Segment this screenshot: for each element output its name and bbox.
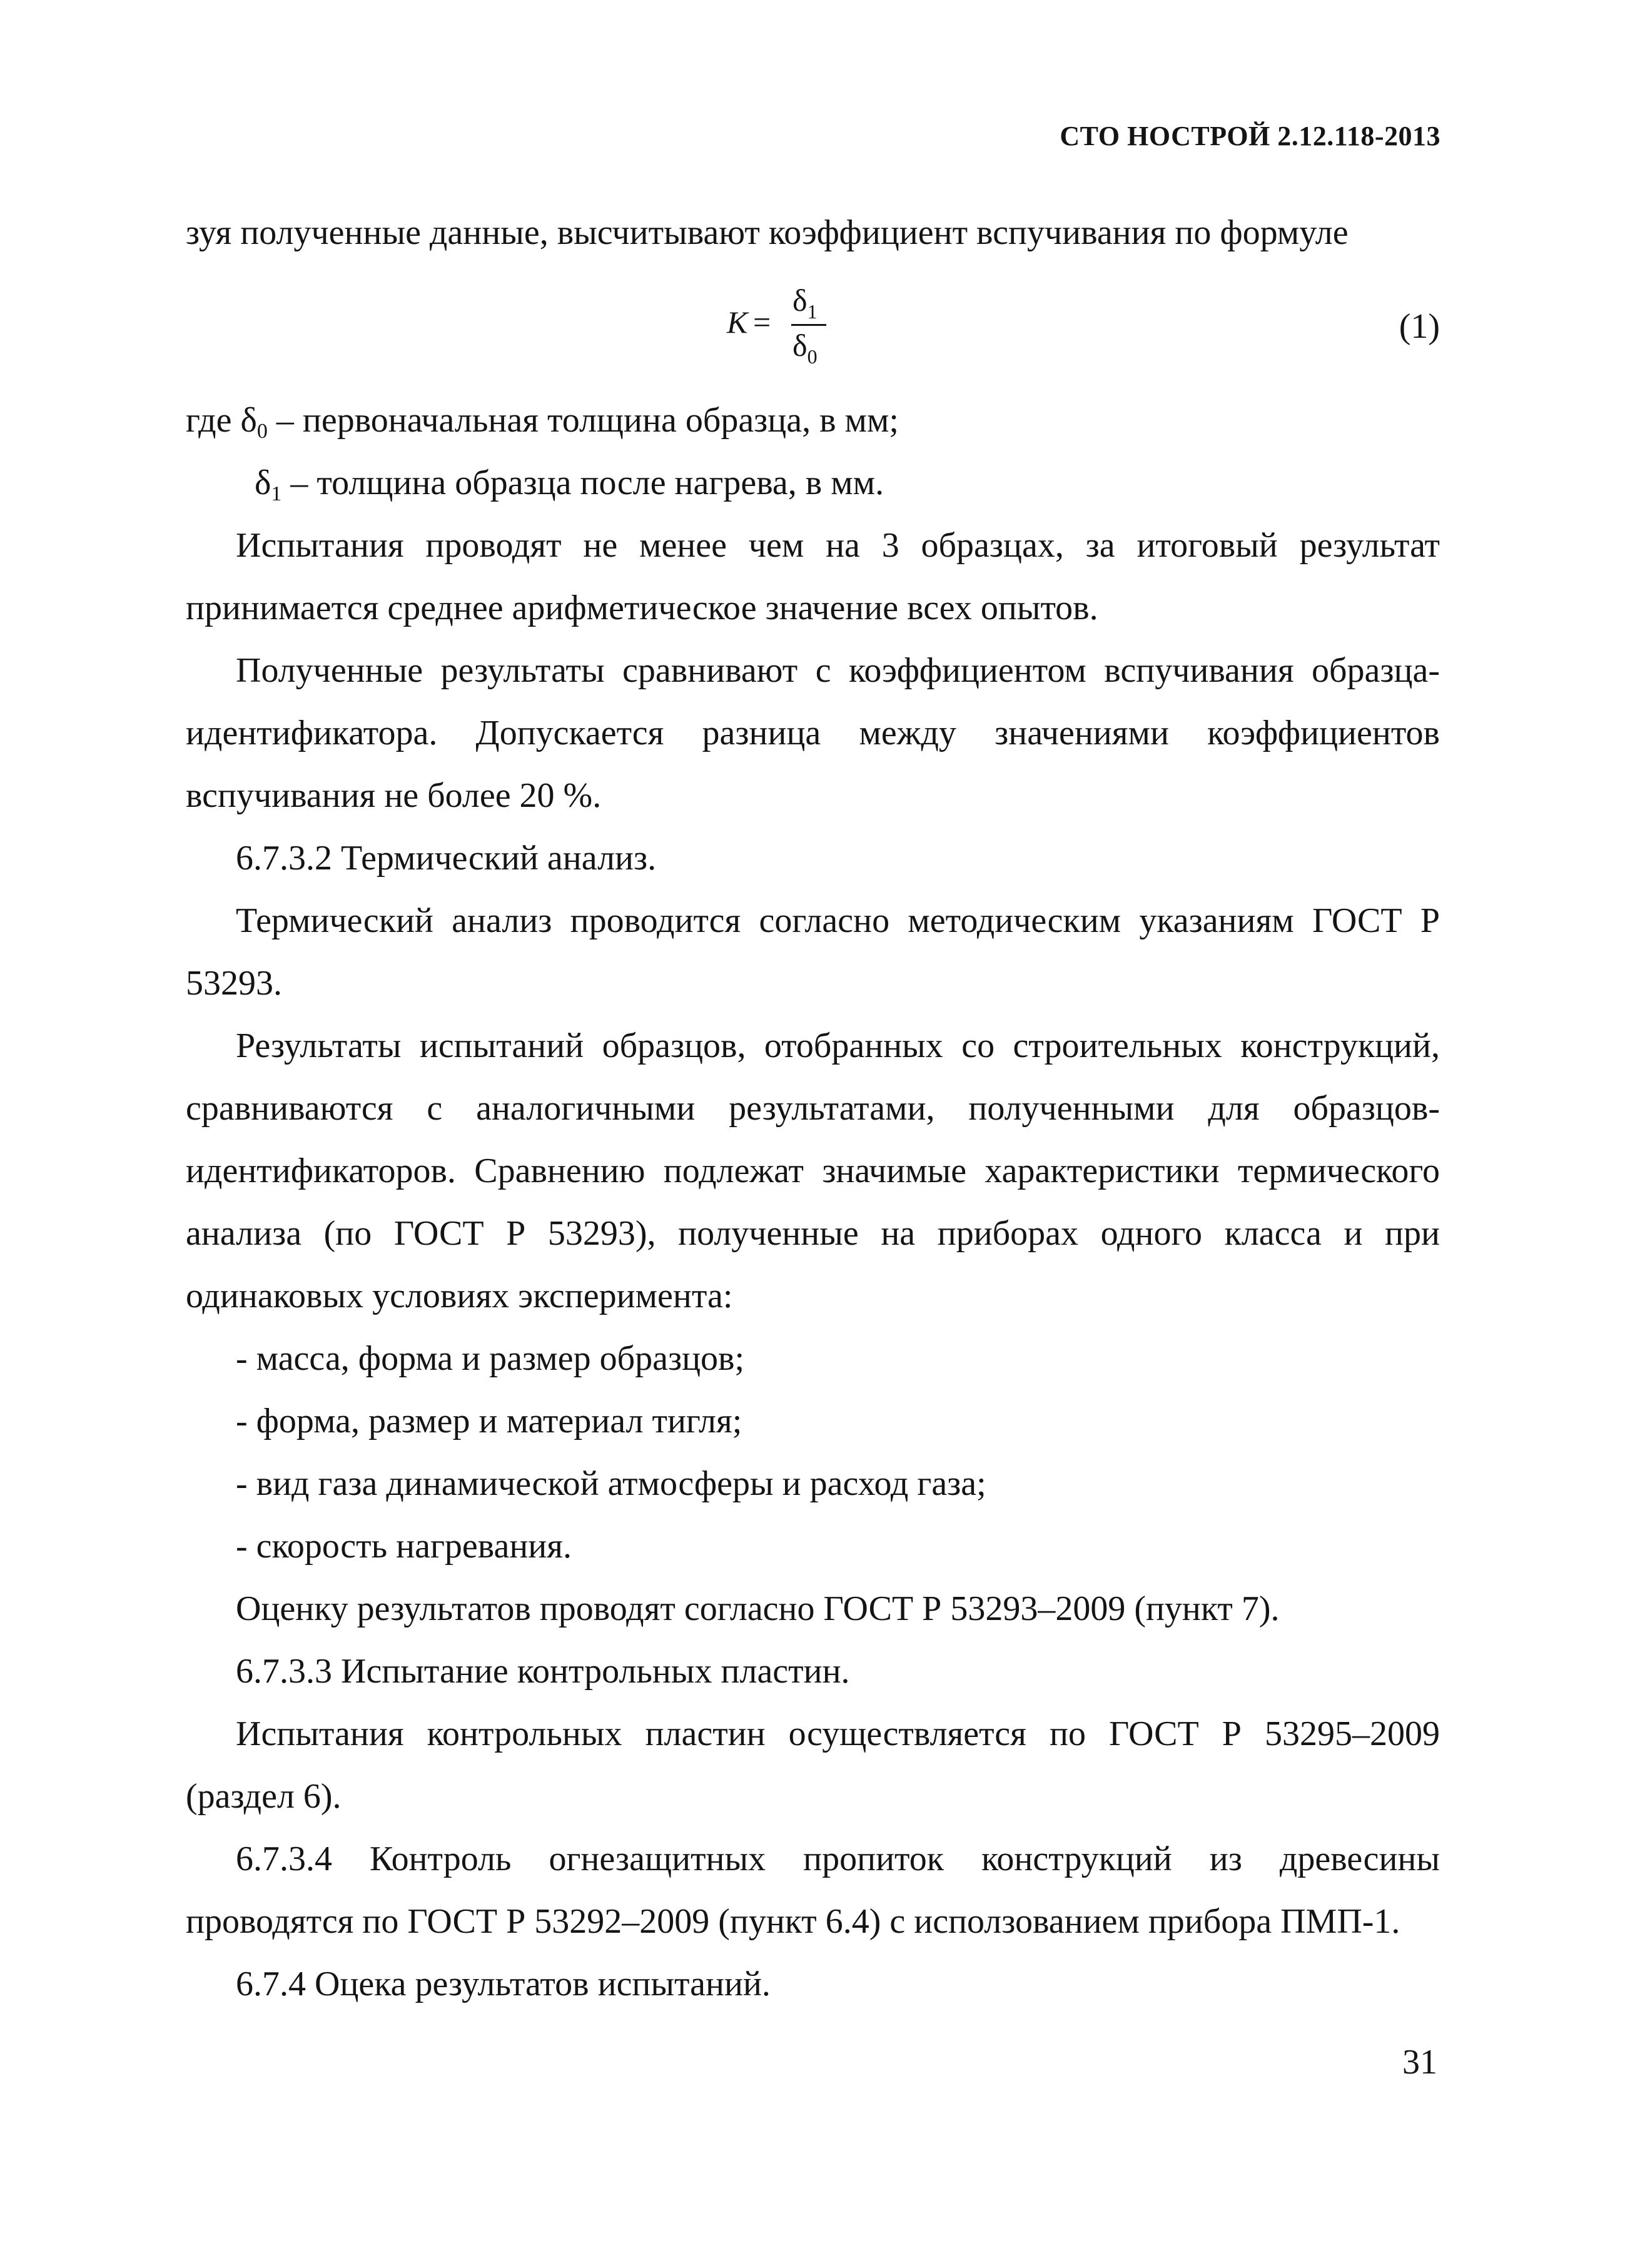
page-number: 31	[1402, 2043, 1437, 2082]
formula-equals: =	[753, 305, 771, 340]
paragraph-6-7-3-4: 6.7.3.4 Контроль огнезащитных пропиток конструкций из древесины проводятся по ГОСТ Р 53292–2009 (пункт 6.4) с исползованием прибора ПМП-1.	[186, 1840, 1440, 1941]
formula-denominator: $\delta_0$	[792, 328, 818, 368]
list-item: - вид газа динамической атмосферы и расход газа;	[236, 1464, 986, 1503]
fraction-bar	[791, 324, 826, 326]
formula-numerator: $\delta_1$	[792, 283, 818, 323]
formula-number: (1)	[1399, 307, 1440, 346]
definition-delta1: $\delta_1$ – толщина образца после нагрева, в мм.	[255, 463, 884, 505]
paragraph-comparison: Полученные результаты сравнивают с коэффициентом вспучивания образца-идентификатора. Допускается разница между значениями коэффициентов вспучивания не более 20 %.	[186, 651, 1440, 815]
paragraph-tests-count: Испытания проводят не менее чем на 3 образцах, за итоговый результат принимается среднее арифметическое значение всех опытов.	[186, 526, 1440, 627]
formula-intro: зуя полученные данные, высчитывают коэффициент вспучивания по формуле	[186, 213, 1349, 252]
list-item: - форма, размер и материал тигля;	[236, 1402, 742, 1440]
page-body	[186, 201, 1440, 2015]
paragraph-results-comparison: Результаты испытаний образцов, отобранных со строительных конструкций, сравниваются с аналогичными результатами, полученными для образцов-идентификаторов. Сравнению подлежат значимые характеристики термического анализа (по ГОСТ Р 53293), полученные на приборах одного класса и при одинаковых условиях эксперимента:	[186, 1026, 1440, 1315]
formula-lhs: K	[727, 305, 748, 340]
definition-delta0: где $\delta_0$ – первоначальная толщина образца, в мм;	[186, 401, 899, 443]
list-item: - скорость нагревания.	[236, 1527, 572, 1566]
formula-expression	[727, 281, 827, 369]
paragraph-thermal-analysis: Термический анализ проводится согласно методическим указаниям ГОСТ Р 53293.	[186, 901, 1440, 1003]
section-6-7-3-3-heading: 6.7.3.3 Испытание контрольных пластин.	[236, 1652, 850, 1691]
formula-block	[186, 264, 1440, 389]
section-6-7-3-2-heading: 6.7.3.2 Термический анализ.	[236, 839, 657, 878]
section-6-7-4-heading: 6.7.4 Оцека результатов испытаний.	[236, 1965, 771, 2003]
document-code-header: СТО НОСТРОЙ 2.12.118-2013	[1060, 121, 1440, 151]
paragraph-control-plates: Испытания контрольных пластин осуществляется по ГОСТ Р 53295–2009 (раздел 6).	[186, 1714, 1440, 1816]
list-item: - масса, форма и размер образцов;	[236, 1339, 745, 1378]
paragraph-evaluation: Оценку результатов проводят согласно ГОСТ Р 53293–2009 (пункт 7).	[236, 1589, 1280, 1628]
